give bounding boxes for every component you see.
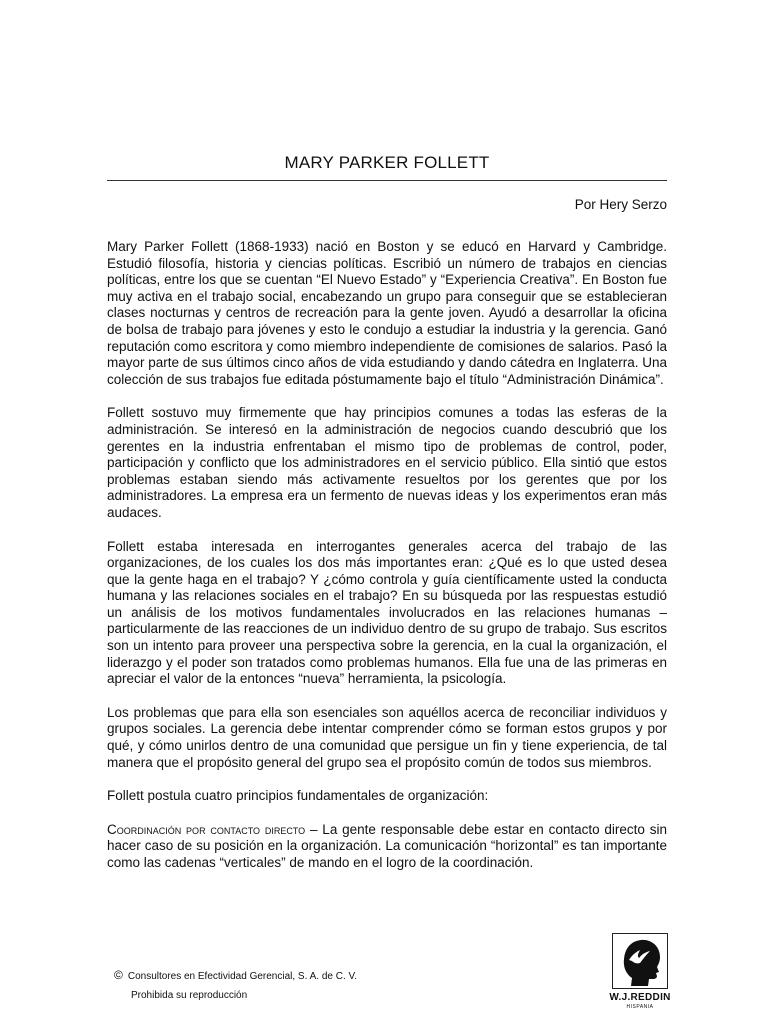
paragraph-principle-1	[107, 822, 667, 872]
paragraph-biography: Mary Parker Follett (1868-1933) nació en Boston y se educó en Harvard y Cambridge. Estudió filosofía, historia y ciencias políticas. Escribió un número de trabajos en ciencias políticas, entre los que se cuentan “El Nuevo Estado” y “Experiencia Creativa”. En Boston fue muy activa en el trabajo social, encabezando un grupo para conseguir que se establecieran clases nocturnas y centros de recreación para la gente joven. Ayudó a desarrollar la oficina de bolsa de trabajo para jóvenes y esto le condujo a estudiar la industria y la gerencia. Ganó reputación como escritora y como miembro independiente de comisiones de salarios. Pasó la mayor parte de sus últimos cinco años de vida estudiando y dando cátedra en Inglaterra. Una colección de sus trabajos fue editada póstumamente bajo el título “Administración Dinámica”.	[107, 239, 667, 387]
principle-heading: Coordinación por contacto directo	[107, 821, 306, 837]
head-silhouette-with-bird-icon	[613, 934, 667, 988]
company-logo	[600, 933, 671, 1013]
footer-company: Consultores en Efectividad Gerencial, S. A. de C. V.	[127, 971, 358, 982]
document-body	[107, 239, 667, 872]
principle-text: – La gente responsable debe estar en contacto directo sin hacer caso de su posición en la organización. La comunicación “horizontal” es tan importante como las cadenas “verticales” de mando en el logro de la coordinación.	[107, 821, 667, 870]
logo-frame	[612, 933, 668, 989]
footer-notice: Prohibida su reproducción	[131, 990, 248, 1001]
paragraph-four-principles-intro: Follett postula cuatro principios fundamentales de organización:	[107, 788, 489, 804]
paragraph-problems: Los problemas que para ella son esenciales son aquéllos acerca de reconciliar individuos y grupos sociales. La gerencia debe intentar comprender cómo se forman estos grupos y por qué, y cómo unirlos dentro de una comunidad que persigue un fin y tiene experiencia, de tal manera que el propósito general del grupo sea el propósito común de todos sus miembros.	[107, 704, 667, 770]
logo-name: W.J.REDDIN	[609, 992, 671, 1003]
title-divider	[107, 180, 667, 181]
paragraph-questions: Follett estaba interesada en interrogantes generales acerca del trabajo de las organizaciones, de los cuales los dos más importantes eran: ¿Qué es lo que usted desea que la gente haga en el trabajo? Y ¿cómo controla y guía científicamente usted la conducta humana y las relaciones sociales en el trabajo? En su búsqueda por las respuestas estudió un análisis de los motivos fundamentales involucrados en las relaciones humanas –particularmente de las reacciones de un individuo dentro de su grupo de trabajo. Sus escritos son un intento para proveer una perspectiva sobre la gerencia, en la cual la organización, el liderazgo y el poder son tratados como problemas humanos. Ella fue una de las primeras en apreciar el valor de la entonces “nueva” herramienta, la psicología.	[107, 538, 667, 687]
author-line: Por Hery Serzo	[574, 197, 667, 212]
logo-subtitle: HISPANIA	[626, 1004, 654, 1010]
footer-company-line	[114, 966, 357, 986]
copyright-icon: ©	[114, 968, 123, 982]
document-title: MARY PARKER FOLLETT	[284, 153, 490, 172]
paragraph-principles-common: Follett sostuvo muy firmemente que hay principios comunes a todas las esferas de la administración. Se interesó en la administración de negocios cuando descubrió que los gerentes en la industria enfrentaban el mismo tipo de problemas de control, poder, participación y conflicto que los administradores en el servicio público. Ella sintió que estos problemas estaban siendo más activamente resueltos por los gerentes que por los administradores. La empresa era un fermento de nuevas ideas y los experimentos eran más audaces.	[107, 405, 667, 520]
footer	[114, 966, 357, 1005]
